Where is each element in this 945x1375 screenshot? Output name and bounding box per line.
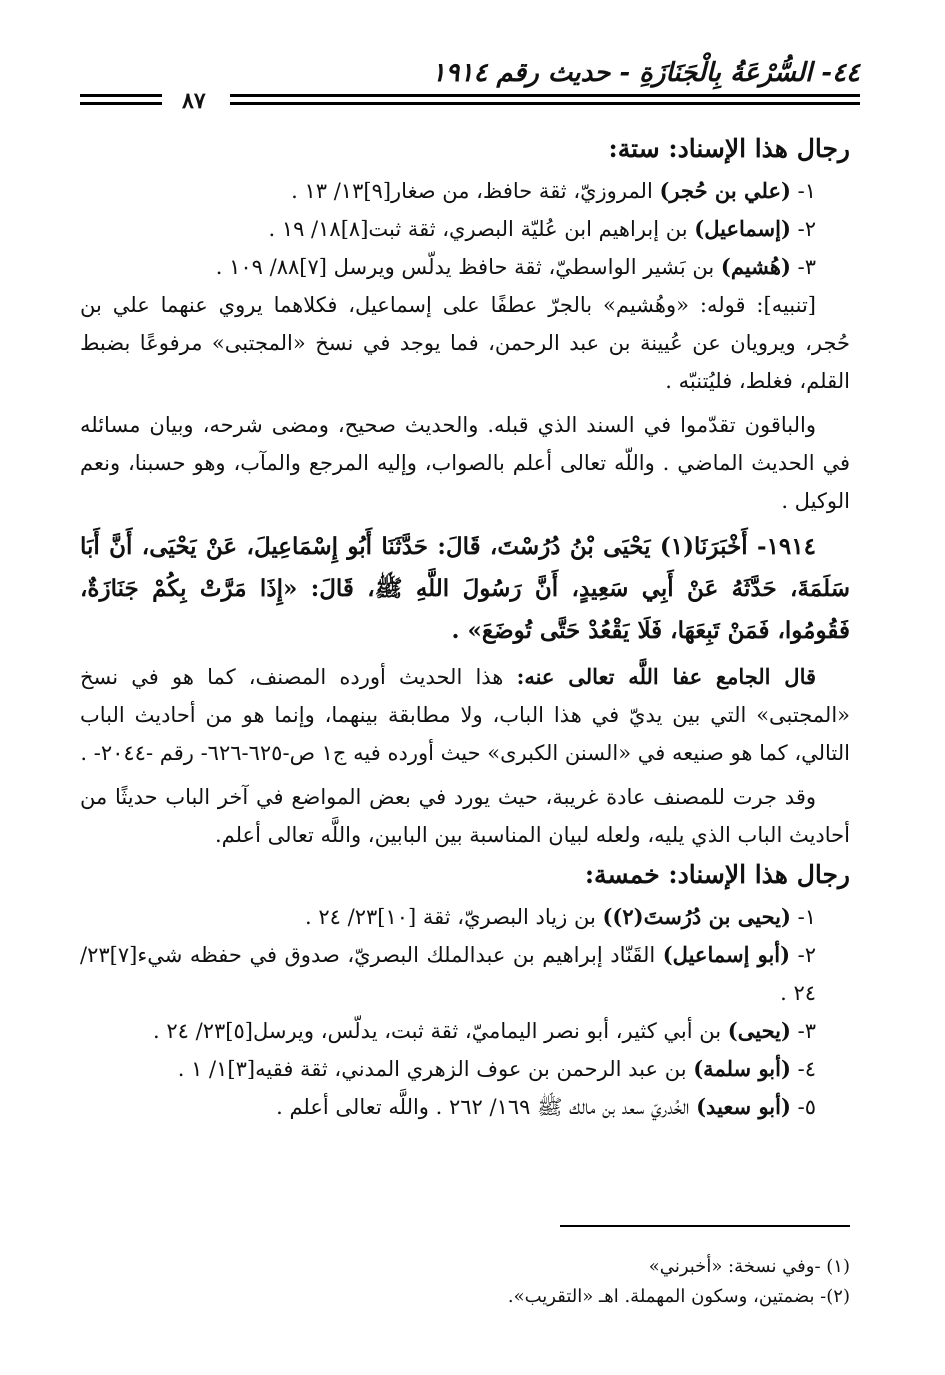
narrator-item bbox=[80, 1088, 850, 1126]
narrator-desc: بن عبد الرحمن بن عوف الزهري المدني، ثقة فقيه[٣]١/ ١ . bbox=[177, 1057, 687, 1081]
section2-heading: رجال هذا الإسناد: خمسة: bbox=[584, 860, 850, 889]
commentary-text: هذا الحديث أورده المصنف، كما هو في نسخ «المجتبى» التي بين يديّ في هذا الباب، ولا مطابقة بينهما، وإنما هو من أحاديث الباب التالي، كما هو صنيعه في «السنن الكبرى» حيث أورده فيه ج١ ص-٦٢٥-٦٢٦- رقم -٢٠٤٤- . bbox=[80, 665, 850, 765]
footnote-divider bbox=[560, 1225, 850, 1227]
footnote-2: (٢)- بضمتين، وسكون المهملة. اهـ «التقريب». bbox=[507, 1286, 850, 1307]
hadith-text: ١٩١٤- أَخْبَرَنَا(١) يَحْيَى بْنُ دُرُسْتَ، قَالَ: حَدَّثَنَا أَبُو إِسْمَاعِيلَ، عَنْ يَحْيَى، أَنَّ أَبَا سَلَمَةَ، حَدَّثَهُ عَنْ أَبِي سَعِيدٍ، أَنَّ رَسُولَ اللَّهِ ﷺ، قَالَ: «إِذَا مَرَّتْ بِكُمْ جَنَازَةٌ، فَقُومُوا، فَمَنْ تَبِعَهَا، فَلَا يَقْعُدْ حَتَّى تُوضَعَ» . bbox=[80, 533, 850, 644]
item-number: ٣- bbox=[797, 1019, 816, 1043]
narrator-item bbox=[80, 1012, 850, 1050]
narrator-name: (هُشيم) bbox=[720, 254, 791, 279]
narrator-name: (علي بن حُجر) bbox=[659, 178, 791, 203]
narrator-name: (أبو سعيد) bbox=[696, 1094, 791, 1119]
item-number: ٢- bbox=[797, 217, 816, 241]
narrator-name: (أبو سلمة) bbox=[693, 1056, 791, 1081]
item-number: ٢- bbox=[797, 943, 816, 967]
narrator-item bbox=[80, 898, 850, 936]
header-rule-right-top bbox=[230, 94, 860, 97]
narrator-item bbox=[80, 248, 850, 286]
footnote-1: (١) -وفي نسخة: «أخبرني» bbox=[648, 1256, 850, 1277]
header-rule-left-bottom bbox=[80, 102, 162, 105]
narrator-name: (يحيى) bbox=[727, 1018, 791, 1043]
section1-heading: رجال هذا الإسناد: ستة: bbox=[608, 134, 850, 163]
narrator-item bbox=[80, 1050, 850, 1088]
item-number: ١- bbox=[797, 905, 816, 929]
chapter-title: ٤٤- السُّرْعَةُ بِالْجَنَازَةِ - حديث رقم ١٩١٤ bbox=[431, 58, 860, 88]
narrator-item bbox=[80, 172, 850, 210]
narrator-desc: القَنّاد إبراهيم بن عبدالملك البصريّ، صدوق في حفظه شيء[٧]٢٣/ ٢٤ . bbox=[80, 943, 816, 1005]
item-number: ٤- bbox=[797, 1057, 816, 1081]
note-paragraph: [تنبيه]: قوله: «وهُشيم» بالجرّ عطفًا على إسماعيل، فكلاهما يروي عنهما علي بن حُجر، ويرويان عن عُيينة بن عبد الرحمن، فما يوجد في نسخ «المجتبى» مرفوعًا بضبط القلم، فغلط، فليُتنبّه . bbox=[80, 293, 850, 393]
page-header bbox=[70, 52, 860, 112]
page-body bbox=[80, 128, 850, 1126]
narrator-desc: المروزيّ، ثقة حافظ، من صغار[٩]١٣/ ١٣ . bbox=[291, 179, 653, 203]
narrator-name: (يحيى بن دُرُستَ(٢)) bbox=[602, 904, 791, 929]
footnotes bbox=[80, 1252, 850, 1312]
narrator-desc: بن إبراهيم ابن عُليّة البصري، ثقة ثبت[٨]١٨/ ١٩ . bbox=[268, 217, 688, 241]
item-number: ٥- bbox=[797, 1095, 816, 1119]
header-rule-left-top bbox=[80, 94, 162, 97]
narrator-name: (أبو إسماعيل) bbox=[662, 942, 791, 967]
narrator-name: (إسماعيل) bbox=[694, 216, 791, 241]
narrator-desc: الخُدريّ سعد بن مالك ﷺ ١٦٩/ ٢٦٢ . واللَّه تعالى أعلم . bbox=[276, 1095, 690, 1119]
narrator-item bbox=[80, 936, 850, 1012]
narrator-desc: بن زياد البصريّ، ثقة [١٠]٢٣/ ٢٤ . bbox=[305, 905, 596, 929]
narrator-desc: بن أبي كثير، أبو نصر اليماميّ، ثقة ثبت، يدلّس، ويرسل[٥]٢٣/ ٢٤ . bbox=[153, 1019, 722, 1043]
commentary-paragraph bbox=[80, 658, 850, 772]
item-number: ١- bbox=[797, 179, 816, 203]
commentary-lead: قال الجامع عفا اللَّه تعالى عنه: bbox=[516, 664, 817, 689]
narrator-item bbox=[80, 210, 850, 248]
page-number: ٨٧ bbox=[182, 88, 206, 114]
item-number: ٣- bbox=[797, 255, 816, 279]
commentary-paragraph-2: وقد جرت للمصنف عادة غريبة، حيث يورد في بعض المواضع في آخر الباب حديثًا من أحاديث الباب الذي يليه، ولعله لبيان المناسبة بين البابين، واللَّه تعالى أعلم. bbox=[80, 785, 850, 847]
narrator-desc: بن بَشير الواسطيّ، ثقة حافظ يدلّس ويرسل [٧]٨٨/ ١٠٩ . bbox=[215, 255, 715, 279]
header-rule-right-bottom bbox=[230, 102, 860, 105]
closing-paragraph: والباقون تقدّموا في السند الذي قبله. والحديث صحيح، ومضى شرحه، وبيان مسائله في الحديث الماضي . واللّه تعالى أعلم بالصواب، وإليه المرجع والمآب، وهو حسبنا، ونعم الوكيل . bbox=[80, 413, 850, 513]
